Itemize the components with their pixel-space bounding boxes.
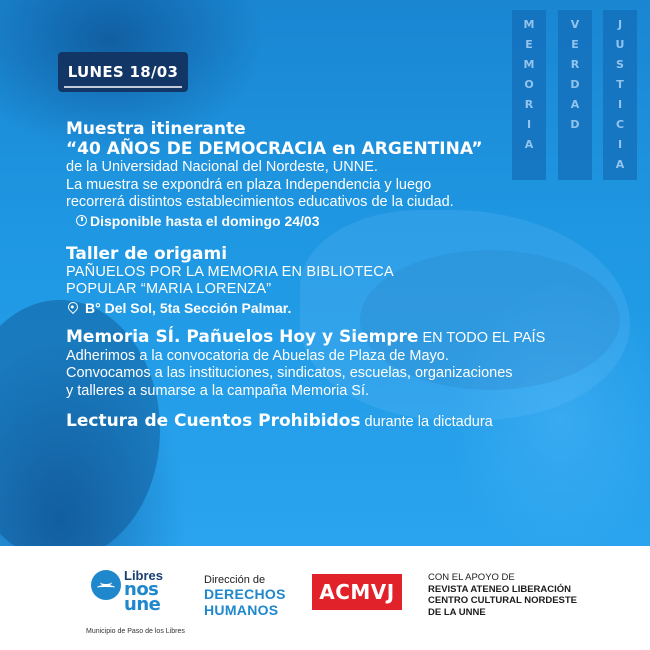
libres-nos-une-logo: [88, 568, 188, 638]
municipio-caption: Municipio de Paso de los Libres: [86, 628, 185, 635]
logo-word-nos: nos: [124, 579, 159, 600]
map-pin-icon: [66, 299, 80, 313]
event-lectura-title: Lectura de Cuentos Prohibidos: [66, 411, 361, 431]
clock-icon: [76, 215, 87, 226]
event-memoria-si-title-suffix: EN TODO EL PAÍS: [418, 329, 546, 346]
event-memoria-si-heading: [66, 327, 626, 348]
event-origami-location-text: B° Del Sol, 5ta Sección Palmar.: [85, 299, 292, 316]
support-line1: CON EL APOYO DE: [428, 572, 515, 583]
logo-word-libres: Libres: [124, 568, 164, 583]
event-memoria-si: [66, 327, 626, 401]
ddhh-line1: Dirección de: [204, 574, 266, 586]
banner-verdad-text: VERDAD: [568, 18, 582, 138]
event-lectura-heading: [66, 411, 626, 432]
ddhh-line2: DERECHOS: [204, 586, 286, 602]
banner-memoria-text: MEMORIA: [522, 18, 536, 158]
support-line4: DE LA UNNE: [428, 606, 486, 618]
event-origami-title: Taller de origami: [66, 243, 228, 264]
event-muestra: [66, 119, 626, 230]
support-line2: REVISTA ATENEO LIBERACIÓN: [428, 583, 572, 595]
event-origami-line1: PAÑUELOS POR LA MEMORIA EN BIBLIOTECA: [66, 263, 394, 280]
support-credits: [428, 572, 608, 618]
support-line3: CENTRO CULTURAL NORDESTE: [428, 595, 578, 606]
event-origami: [66, 244, 626, 317]
event-muestra-availability-text: Disponible hasta el domingo 24/03: [90, 212, 320, 229]
event-origami-line2: POPULAR “MARIA LORENZA”: [66, 281, 272, 297]
ddhh-line3: HUMANOS: [204, 602, 279, 618]
event-muestra-line2: La muestra se expondrá en plaza Independencia y luego: [66, 176, 432, 193]
event-memoria-si-line1: Adherimos a la convocatoria de Abuelas de Plaza de Mayo.: [66, 347, 449, 364]
logo-word-une: une: [124, 594, 161, 615]
event-memoria-si-title: Memoria SÍ. Pañuelos Hoy y Siempre: [66, 326, 419, 347]
event-memoria-si-line3: y talleres a sumarse a la campaña Memoria Sí.: [66, 382, 370, 399]
event-origami-location: [66, 299, 626, 317]
event-muestra-title: Muestra itinerante: [66, 119, 246, 139]
event-muestra-availability: [66, 212, 626, 230]
events-list: [66, 119, 626, 432]
banner-justicia-text: JUSTICIA: [613, 18, 627, 178]
event-muestra-line3: recorrerá distintos establecimientos educativos de la ciudad.: [66, 194, 454, 210]
sponsors-footer: [0, 546, 650, 650]
event-lectura-title-suffix: durante la dictadura: [360, 414, 493, 430]
date-badge: LUNES 18/03: [58, 52, 188, 92]
event-memoria-si-line2: Convocamos a las instituciones, sindicatos, escuelas, organizaciones: [66, 365, 513, 381]
wave-circle-icon: [91, 570, 121, 600]
event-muestra-subtitle: “40 AÑOS DE DEMOCRACIA en ARGENTINA”: [66, 139, 483, 159]
acmvj-logo: ACMVJ: [312, 574, 402, 610]
derechos-humanos-logo: [204, 574, 304, 624]
event-lectura: [66, 411, 626, 432]
event-muestra-line1: de la Universidad Nacional del Nordeste, UNNE.: [66, 159, 378, 175]
